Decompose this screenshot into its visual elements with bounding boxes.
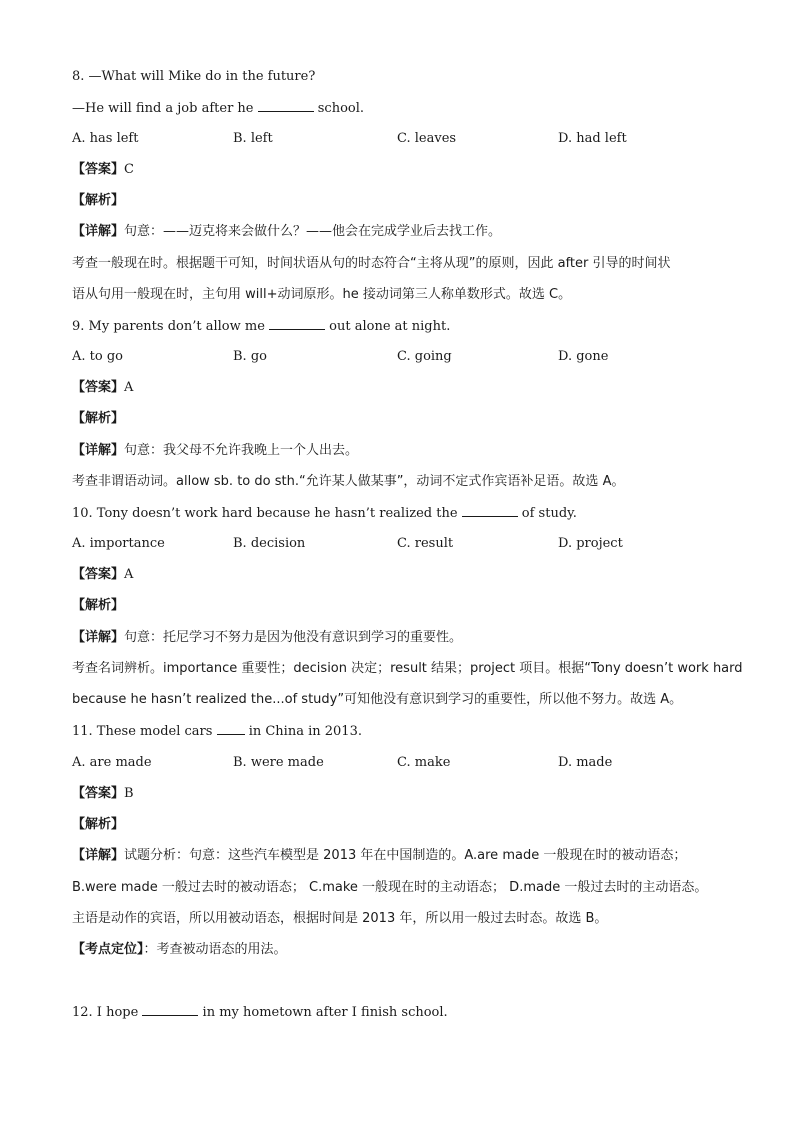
question-11-answer xyxy=(72,785,134,803)
question-9-detail: 【详解】句意：我父母不允许我晚上一个人出去。 xyxy=(72,443,359,458)
option-c: C. going xyxy=(397,349,452,364)
option-a: A. to go xyxy=(72,349,123,364)
question-8-analysis xyxy=(72,192,124,210)
answer-value: B xyxy=(124,786,134,801)
question-10-explain-2: because he hasn’t realized the...of study”可知他没有意识到学习的重要性，所以他不努力。故选 A。 xyxy=(72,692,683,707)
answer-blank xyxy=(217,722,245,735)
answer-label: 【答案】 xyxy=(72,162,125,177)
question-11-detail: 【详解】试题分析：句意：这些汽车模型是 2013 年在中国制造的。A.are made 一般现在时的被动语态； xyxy=(72,848,687,863)
question-10-detail: 【详解】句意：托尼学习不努力是因为他没有意识到学习的重要性。 xyxy=(72,630,463,645)
option-d: D. had left xyxy=(558,131,627,146)
question-10-stem: 10. Tony doesn’t work hard because he hasn’t realized the of study. xyxy=(72,506,577,521)
question-9-stem: 9. My parents don’t allow me out alone at night. xyxy=(72,319,451,334)
analysis-label: 【解析】 xyxy=(72,193,125,208)
question-8-explain-2: 语从句用一般现在时，主句用 will+动词原形。he 接动词第三人称单数形式。故选 C。 xyxy=(72,287,572,302)
option-b: B. decision xyxy=(233,536,306,551)
question-8-stem xyxy=(72,68,315,86)
detail-label: 【详解】 xyxy=(72,443,125,458)
option-d: D. project xyxy=(558,536,623,551)
question-8-answer xyxy=(72,161,134,179)
answer-blank xyxy=(142,1003,198,1016)
question-10-analysis xyxy=(72,597,124,615)
detail-label: 【详解】 xyxy=(72,848,125,863)
question-11-explain-1: B.were made 一般过去时的被动语态； C.make 一般现在时的主动语态； D.made 一般过去时的主动语态。 xyxy=(72,880,708,895)
question-10-options xyxy=(72,535,732,553)
question-10-explain-1: 考查名词辨析。importance 重要性；decision 决定；result 结果；project 项目。根据“Tony doesn’t work hard xyxy=(72,661,743,676)
option-b: B. go xyxy=(233,349,267,364)
answer-value: C xyxy=(124,162,134,177)
option-a: A. are made xyxy=(72,755,152,770)
answer-label: 【答案】 xyxy=(72,567,125,582)
option-c: C. make xyxy=(397,755,451,770)
detail-label: 【详解】 xyxy=(72,224,125,239)
answer-label: 【答案】 xyxy=(72,786,125,801)
point-label: 【考点定位】 xyxy=(72,942,144,957)
question-11-explain-2: 主语是动作的宾语，所以用被动语态，根据时间是 2013 年，所以用一般过去时态。故选 B。 xyxy=(72,911,608,926)
question-9-analysis xyxy=(72,410,124,428)
question-8-explain-1: 考查一般现在时。根据题干可知，时间状语从句的时态符合“主将从现”的原则，因此 after 引导的时间状 xyxy=(72,256,671,271)
question-9-answer xyxy=(72,379,133,397)
answer-blank xyxy=(269,317,325,330)
question-12-stem: 12. I hope in my hometown after I finish school. xyxy=(72,1005,448,1020)
question-8-line1: 8. —What will Mike do in the future? xyxy=(72,69,316,84)
question-9-explain-1: 考查非谓语动词。allow sb. to do sth.“允许某人做某事”，动词不定式作宾语补足语。故选 A。 xyxy=(72,474,625,489)
option-a: A. has left xyxy=(72,131,139,146)
question-11-options xyxy=(72,754,732,772)
question-8-detail: 【详解】句意：——迈克将来会做什么？——他会在完成学业后去找工作。 xyxy=(72,224,502,239)
question-11-stem: 11. These model cars in China in 2013. xyxy=(72,724,362,739)
answer-blank xyxy=(462,504,518,517)
option-b: B. left xyxy=(233,131,273,146)
option-d: D. made xyxy=(558,755,613,770)
question-11-point: 【考点定位】：考查被动语态的用法。 xyxy=(72,942,287,957)
option-d: D. gone xyxy=(558,349,609,364)
detail-label: 【详解】 xyxy=(72,630,125,645)
answer-value: A xyxy=(124,380,134,395)
answer-value: A xyxy=(124,567,134,582)
analysis-label: 【解析】 xyxy=(72,598,125,613)
answer-blank xyxy=(258,99,314,112)
question-8-stem-2: —He will find a job after he school. xyxy=(72,101,365,116)
question-9-options xyxy=(72,348,732,366)
option-c: C. result xyxy=(397,536,454,551)
option-b: B. were made xyxy=(233,755,324,770)
question-8-options xyxy=(72,130,732,148)
answer-label: 【答案】 xyxy=(72,380,125,395)
question-11-analysis xyxy=(72,816,124,834)
option-a: A. importance xyxy=(72,536,165,551)
analysis-label: 【解析】 xyxy=(72,817,125,832)
question-10-answer xyxy=(72,566,133,584)
analysis-label: 【解析】 xyxy=(72,411,125,426)
option-c: C. leaves xyxy=(397,131,457,146)
